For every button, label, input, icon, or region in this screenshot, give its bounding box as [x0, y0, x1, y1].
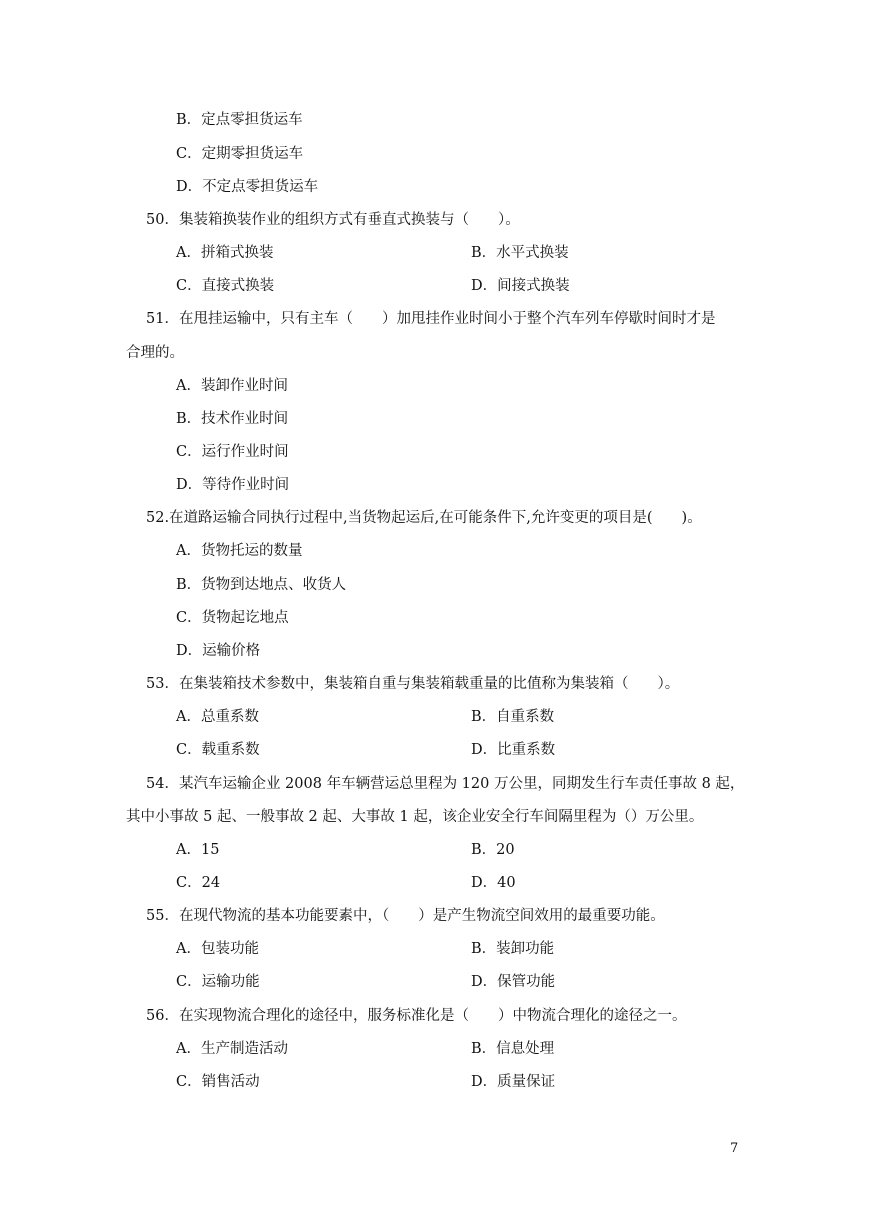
- q56-option-c: C．销售活动: [176, 1074, 260, 1090]
- q50-stem: 50．集装箱换装作业的组织方式有垂直式换装与（ ）。: [146, 212, 520, 228]
- q52-option-c: C．货物起讫地点: [176, 610, 289, 626]
- q51-option-c: C．运行作业时间: [176, 444, 289, 460]
- q51-stem-line2: 合理的。: [126, 345, 184, 361]
- q56-stem: 56．在实现物流合理化的途径中，服务标准化是（ ）中物流合理化的途径之一。: [146, 1008, 687, 1024]
- q55-option-b: B．装卸功能: [471, 941, 555, 957]
- q56-option-a: A．生产制造活动: [176, 1041, 288, 1057]
- q52-option-d: D．运输价格: [176, 643, 261, 659]
- q51-option-a: A．装卸作业时间: [176, 378, 288, 394]
- q56-option-d: D．质量保证: [471, 1074, 556, 1090]
- q52-option-b: B．货物到达地点、收货人: [176, 577, 347, 593]
- q54-stem-line1: 54．某汽车运输企业 2008 年车辆营运总里程为 120 万公里，同期发生行车责任事故 8 起，: [146, 776, 745, 792]
- q56-option-b: B．信息处理: [471, 1041, 555, 1057]
- q49-option-d: D．不定点零担货运车: [176, 179, 319, 195]
- q53-option-d: D．比重系数: [471, 742, 556, 758]
- q55-option-d: D．保管功能: [471, 974, 556, 990]
- q55-option-a: A．包装功能: [176, 941, 259, 957]
- q49-option-c: C．定期零担货运车: [176, 146, 304, 162]
- q53-option-c: C．载重系数: [176, 742, 260, 758]
- q53-option-b: B．自重系数: [471, 709, 555, 725]
- q50-option-b: B．水平式换装: [471, 245, 569, 261]
- q50-option-d: D．间接式换装: [471, 278, 570, 294]
- page-number: 7: [730, 1141, 739, 1156]
- q53-stem: 53．在集装箱技术参数中，集装箱自重与集装箱载重量的比值称为集装箱（ ）。: [146, 676, 680, 692]
- q54-option-d: D．40: [471, 875, 516, 891]
- q53-option-a: A．总重系数: [176, 709, 259, 725]
- q50-option-c: C．直接式换装: [176, 278, 275, 294]
- q52-option-a: A．货物托运的数量: [176, 543, 303, 559]
- q55-stem: 55．在现代物流的基本功能要素中，（ ）是产生物流空间效用的最重要功能。: [146, 908, 665, 924]
- q51-option-d: D．等待作业时间: [176, 477, 290, 493]
- q50-option-a: A．拼箱式换装: [176, 245, 274, 261]
- q52-stem: 52.在道路运输合同执行过程中,当货物起运后,在可能条件下,允许变更的项目是( )。: [146, 510, 702, 526]
- q49-option-b: B．定点零担货运车: [176, 112, 303, 128]
- q51-stem-line1: 51．在甩挂运输中，只有主车（ ）加甩挂作业时间小于整个汽车列车停歇时间时才是: [146, 311, 716, 327]
- q54-option-b: B．20: [471, 842, 515, 858]
- q55-option-c: C．运输功能: [176, 974, 260, 990]
- q54-stem-line2: 其中小事故 5 起、一般事故 2 起、大事故 1 起，该企业安全行车间隔里程为（）万公里。: [126, 809, 704, 825]
- q54-option-c: C．24: [176, 875, 221, 891]
- q51-option-b: B．技术作业时间: [176, 411, 289, 427]
- q54-option-a: A．15: [176, 842, 220, 858]
